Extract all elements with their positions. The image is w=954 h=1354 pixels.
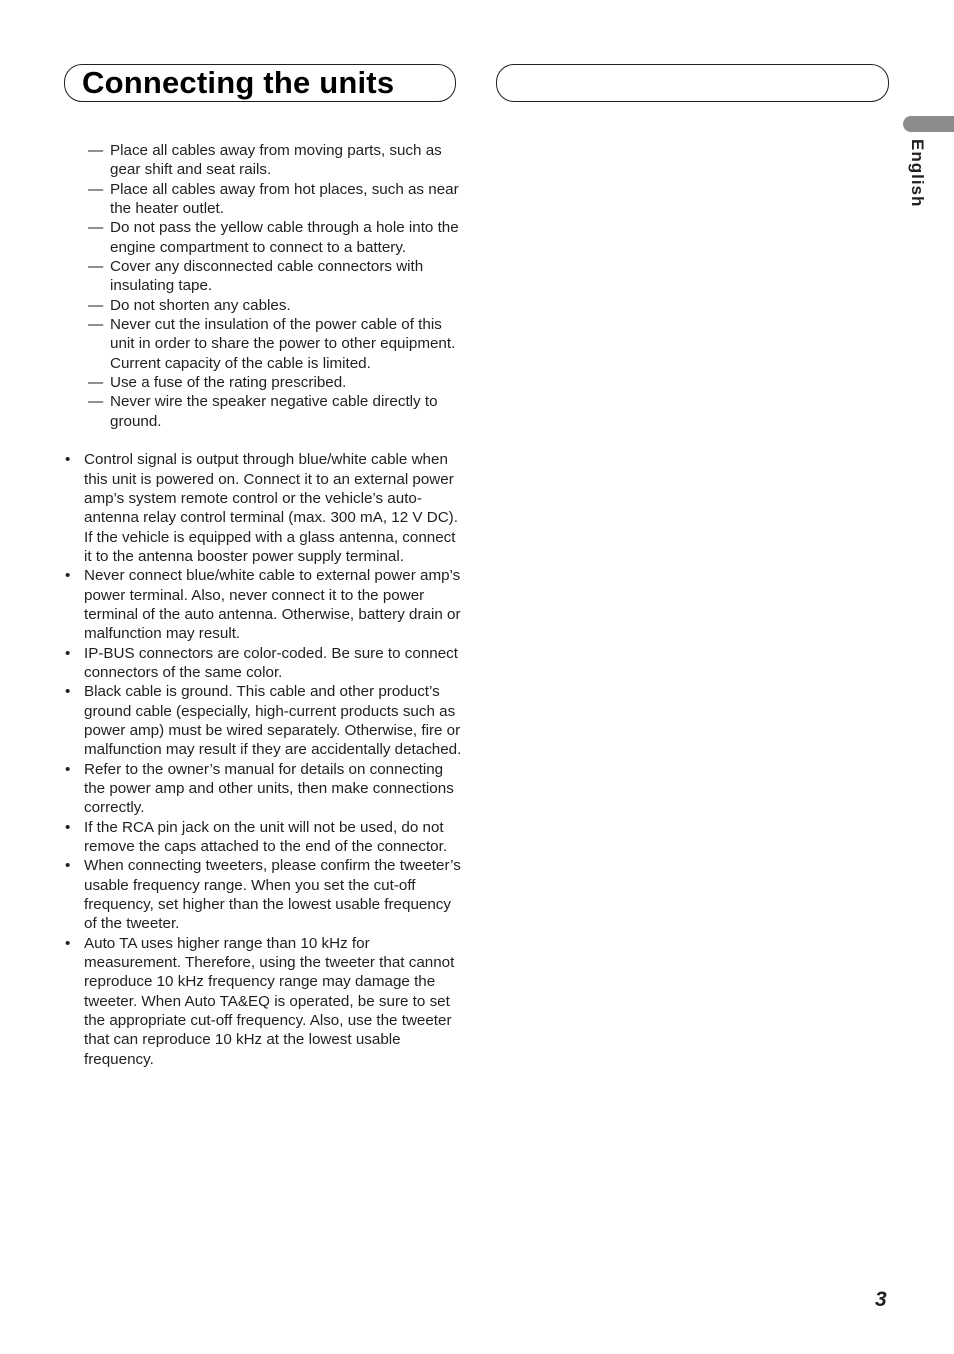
language-label: English <box>908 139 927 208</box>
bullet-mark: • <box>65 451 71 469</box>
precaution-dash-list <box>64 141 464 431</box>
dash-list-item <box>64 180 464 219</box>
bullet-mark: • <box>65 818 71 836</box>
bullet-list-item <box>64 682 464 759</box>
bullet-item-text: Never connect blue/white cable to external power amp’s power terminal. Also, never connect it to the power terminal of the auto antenna. Otherwise, battery drain or malfunction may result. <box>84 567 461 643</box>
bullet-mark: • <box>65 857 71 875</box>
bullet-mark: • <box>65 683 71 701</box>
dash-mark: — <box>88 296 104 314</box>
bullet-item-text: IP-BUS connectors are color-coded. Be sure to connect connectors of the same color. <box>84 644 458 681</box>
bullet-list-item <box>64 934 464 1069</box>
bullet-item-text: When connecting tweeters, please confirm the tweeter’s usable frequency range. When you set the cut-off frequency, set higher than the lowest usable frequency of the tweeter. <box>84 857 461 933</box>
dash-mark: — <box>88 180 104 198</box>
dash-item-text: Never cut the insulation of the power cable of this unit in order to share the power to other equipment. Current capacity of the cable is limited. <box>110 316 456 372</box>
dash-item-text: Cover any disconnected cable connectors with insulating tape. <box>110 258 424 295</box>
dash-item-text: Place all cables away from hot places, such as near the heater outlet. <box>110 180 459 218</box>
bullet-mark: • <box>65 644 71 662</box>
bullet-mark: • <box>65 934 71 952</box>
bullet-mark: • <box>65 567 71 585</box>
bullet-item-text: Auto TA uses higher range than 10 kHz for measurement. Therefore, using the tweeter that cannot reproduce 10 kHz frequency range may damage the tweeter. When Auto TA&EQ is operated, be sure to set the appropriate cut-off frequency. Also, use the tweeter that can reproduce 10 kHz at the lowest usable frequency. <box>84 934 455 1068</box>
dash-mark: — <box>88 142 104 159</box>
bullet-item-text: If the RCA pin jack on the unit will not be used, do not remove the caps attached to the end of the connector. <box>84 818 448 856</box>
dash-item-text: Use a fuse of the rating prescribed. <box>110 374 347 392</box>
notes-bullet-list <box>64 450 464 1069</box>
dash-mark: — <box>88 374 104 392</box>
dash-list-item <box>64 296 464 315</box>
bullet-list-item <box>64 856 464 933</box>
dash-item-text: Place all cables away from moving parts, such as gear shift and seat rails. <box>110 142 442 179</box>
dash-list-item <box>64 141 464 180</box>
dash-item-text: Do not pass the yellow cable through a hole into the engine compartment to connect to a battery. <box>110 219 459 256</box>
bullet-list-item <box>64 818 464 857</box>
dash-list-item <box>64 392 464 431</box>
bullet-list-item <box>64 566 464 643</box>
bullet-list-item <box>64 644 464 683</box>
dash-list-item <box>64 315 464 373</box>
dash-list-item <box>64 373 464 392</box>
dash-mark: — <box>88 258 104 276</box>
bullet-list-item <box>64 760 464 818</box>
page-title: Connecting the units <box>82 65 395 100</box>
dash-list-item <box>64 218 464 257</box>
bullet-item-text: Refer to the owner’s manual for details on connecting the power amp and other units, then make connections correctly. <box>84 760 454 817</box>
bullet-list-item <box>64 450 464 566</box>
page-number: 3 <box>875 1288 887 1311</box>
bullet-mark: • <box>65 760 71 778</box>
bullet-item-text: Black cable is ground. This cable and other product’s ground cable (especially, high-current products such as power amp) must be wired separately. Otherwise, fire or malfunction may result if they are accidentally detached. <box>84 683 462 759</box>
main-column <box>64 141 464 1069</box>
dash-mark: — <box>88 219 104 237</box>
dash-item-text: Never wire the speaker negative cable directly to ground. <box>110 393 438 430</box>
dash-mark: — <box>88 316 104 334</box>
dash-mark: — <box>88 393 104 411</box>
bullet-item-text: Control signal is output through blue/white cable when this unit is powered on. Connect it to an external power amp’s system remote control or the vehicle’s auto-antenna relay control terminal (max. 300 mA, 12 V DC). If the vehicle is equipped with a glass antenna, connect it to the antenna booster power supply terminal. <box>84 451 458 565</box>
dash-item-text: Do not shorten any cables. <box>110 296 291 314</box>
dash-list-item <box>64 257 464 296</box>
right-header-frame <box>496 64 889 102</box>
language-tab-marker <box>903 116 954 132</box>
